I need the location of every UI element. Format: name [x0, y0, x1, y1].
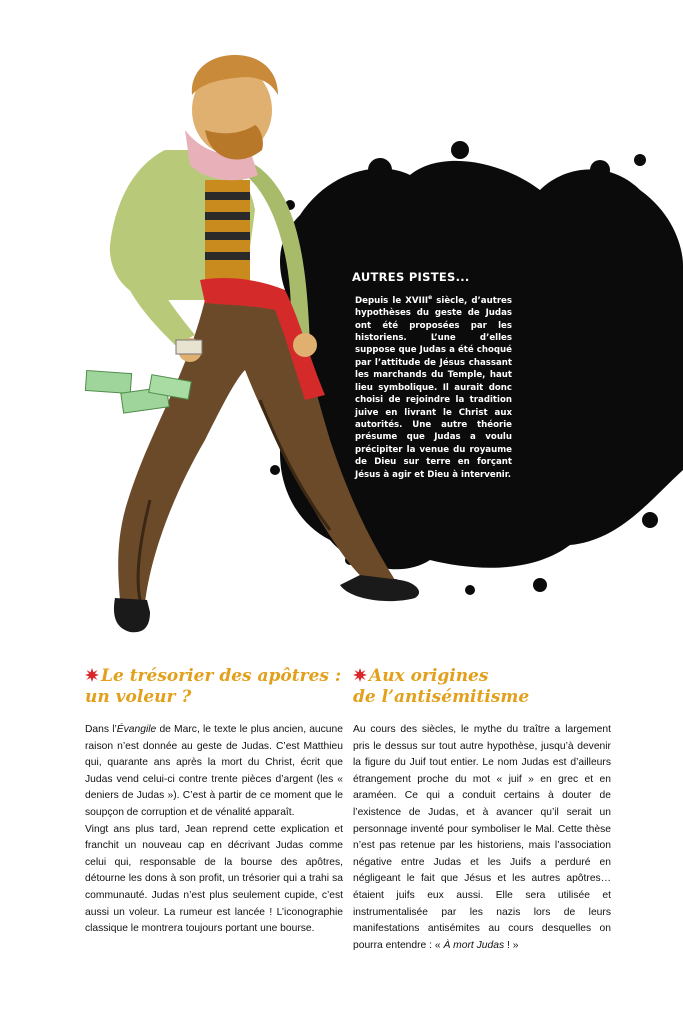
sidebar-body-sup: e	[428, 294, 433, 301]
red-star-icon	[85, 668, 99, 682]
sidebar-body	[352, 292, 512, 481]
paragraph-1-start: Dans l’	[85, 724, 117, 735]
sidebar-body-start: Depuis le XVIII	[355, 295, 429, 306]
section-antisemitisme	[353, 666, 611, 954]
paragraph-1	[353, 722, 611, 954]
striped-shirt	[205, 180, 250, 280]
section-heading	[85, 666, 343, 708]
paragraph-1-start: Au cours des siècles, le mythe du traître a largement pris le dessus sur tout autre hypothèse, jusqu’à devenir la figure du Juif tout entier. Le nom Judas est d’ailleurs étrangement proche du mot « juif » en grec et en araméen. Ce qui a conduit certains à douter de l’existence de Judas, et à avancer qu’il serait un personnage inventé pour symboliser le Mal. Cette thèse n’est pas retenue par les historiens, mais l’association négative entre Judas et les Juifs a perduré en négligeant le fait que Jésus et les autres apôtres… étaient juifs eux aussi. Elle sera utilisée et instrumentalisée par les nazis lors de leurs manifestations antisémites au cours desquelles on pourra entendre : «	[353, 724, 611, 951]
sidebar-title: AUTRES PISTES...	[352, 270, 470, 284]
heading-line-2: de l’antisémitisme	[353, 687, 530, 707]
section-tresorier	[85, 666, 343, 938]
paragraph-2: Vingt ans plus tard, Jean reprend cette explication et franchit un nouveau cap en décrivant Judas comme celui qui, responsable de la bourse des apôtres, détourne les dons à son profit, un trésorier qui a trahi sa communauté. Judas n’est plus seulement cupide, c’est aussi un voleur. La rumeur est lancée ! L’iconographie classique le montrera toujours portant une bourse.	[85, 823, 343, 935]
paragraph-1-emphasis: À mort Judas	[443, 939, 505, 951]
paragraph-1-rest: de Marc, le texte le plus ancien, aucune raison n’est donnée au geste de Judas. C’est Matthieu qui, quarante ans après la mort du Christ, écrit que Judas vend celui-ci contre trente pièces d’argent (les « deniers de Judas »). C’est à partir de ce moment que le soupçon de corruption et de vénalité apparaît.	[85, 724, 343, 818]
sidebar-autres-pistes	[352, 270, 512, 481]
paragraph-1	[85, 722, 343, 822]
paragraph-1-rest: ! »	[504, 939, 519, 951]
red-star-icon	[353, 668, 367, 682]
sidebar-body-rest: siècle, d’autres hypothèses du geste de Judas ont été proposées par les historiens. L’une d’elles suppose que Judas a été choqué par l’attitude de Jésus chassant les marchands du Temple, haut lieu symbolique. Il aurait donc choisi de rejoindre la tradition juive en livrant le Christ aux autorités. Une autre théorie présume que Judas a voulu précipiter la venue du royaume de Dieu sur terre en forçant Jésus à agir et Dieu à intervenir.	[355, 295, 512, 480]
heading-line-1: Le trésorier des apôtres :	[101, 666, 342, 686]
paragraph-1-emphasis: Évangile	[116, 724, 157, 735]
heading-line-2: un voleur ?	[85, 687, 192, 707]
heading-line-1: Aux origines	[369, 666, 489, 686]
section-heading	[353, 666, 611, 708]
